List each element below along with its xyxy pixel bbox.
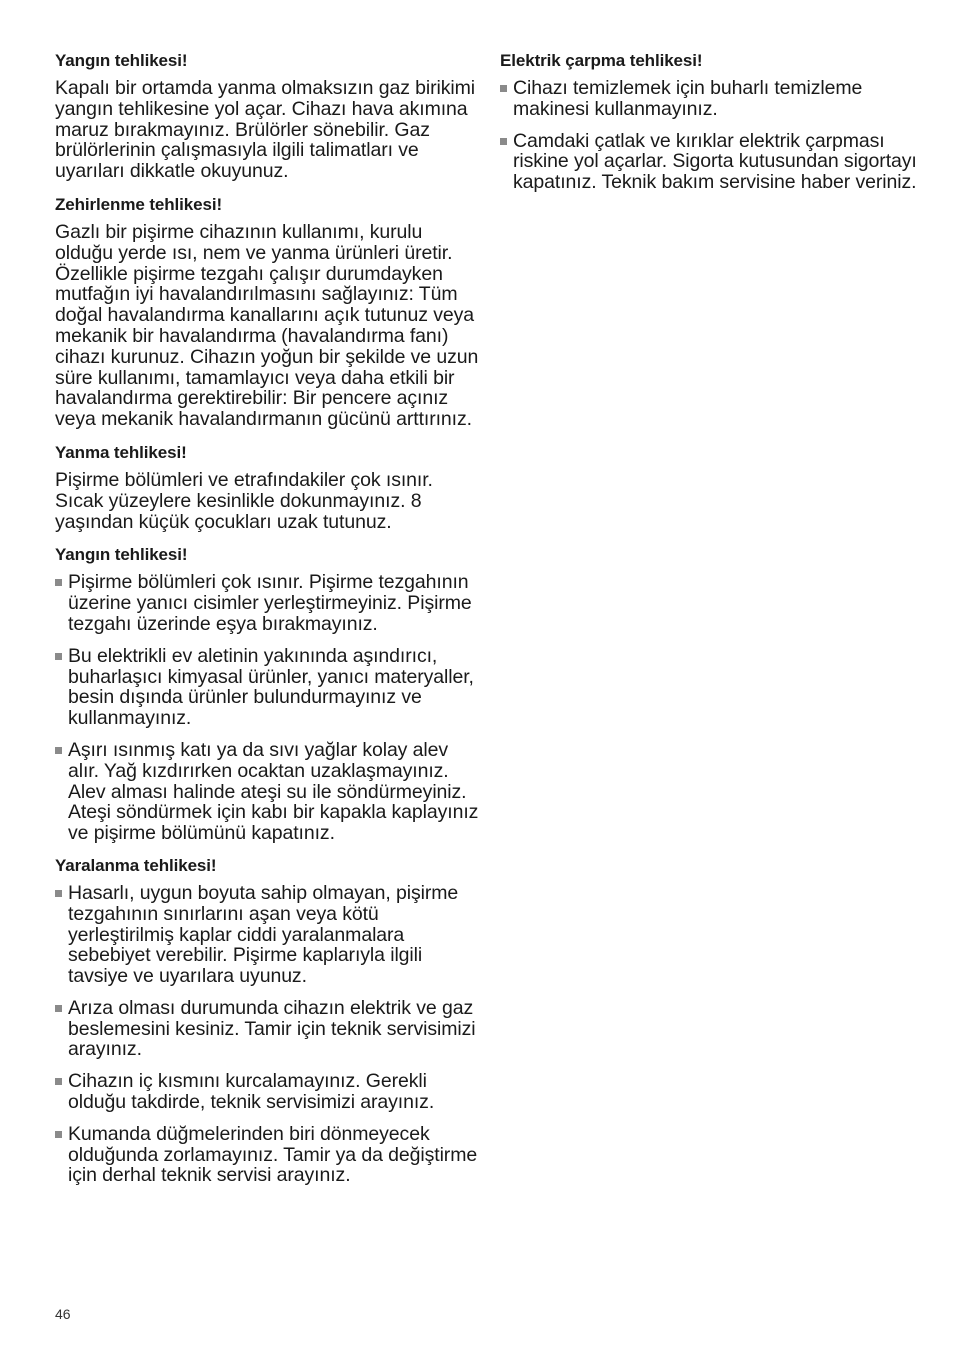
list-item (55, 740, 480, 844)
section-heading: Yaralanma tehlikesi! (55, 855, 217, 875)
section-heading: Yangın tehlikesi! (55, 51, 188, 70)
section-fire-hazard-1 (55, 50, 480, 182)
list-item (55, 998, 480, 1060)
square-bullet-icon (55, 1078, 62, 1085)
section-heading: Yangın tehlikesi! (55, 545, 188, 565)
square-bullet-icon (55, 579, 62, 586)
list-item-text: Pişirme bölümleri çok ısınır. Pişirme tezgahının üzerine yanıcı cisimler yerleştirmeyiniz. Pişirme tezgahı üzerinde eşya bırakmayınız. (68, 571, 472, 635)
section-poisoning-hazard (55, 194, 480, 430)
list-item-text: Cihazı temizlemek için buharlı temizleme makinesi kullanmayınız. (513, 77, 863, 120)
list-item-text: Arıza olması durumunda cihazın elektrik ve gaz beslemesini kesiniz. Tamir için teknik servisimizi arayınız. (68, 996, 476, 1061)
square-bullet-icon (55, 890, 62, 897)
section-heading: Zehirlenme tehlikesi! (55, 194, 223, 214)
square-bullet-icon (55, 747, 62, 754)
list-item (55, 572, 480, 634)
square-bullet-icon (500, 138, 507, 145)
list-item-text: Cihazın iç kısmını kurcalamayınız. Gerekli olduğu takdirde, teknik servisimizi arayınız. (68, 1070, 435, 1114)
section-paragraph: Kapalı bir ortamda yanma olmaksızın gaz birikimi yangın tehlikesine yol açar. Cihazı hava akımına maruz bırakmayınız. Brülörler sönebilir. Gaz brülörlerinin çalışmasıyla ilgili talimatları ve uyarıları dikkatle okuyunuz. (55, 77, 476, 183)
bullet-list (55, 572, 480, 844)
section-electric-shock-hazard (500, 50, 920, 193)
list-item (55, 1124, 480, 1186)
section-paragraph: Gazlı bir pişirme cihazının kullanımı, kurulu olduğu yerde ısı, nem ve yanma ürünleri üretir. Özellikle pişirme tezgahı çalışır durumdayken mutfağın iyi havalandırılmasını sağlayınız: Tüm doğal havalandırma kanallarını açık tutunuz veya mekanik bir havalandırma (havalandırma fanı) cihazı kurunuz. Cihazın yoğun bir şekilde ve uzun süre kullanımı, tamamlayıcı veya daha etkili bir havalandırma gerektirebilir: Bir pencere açınız veya mekanik havalandırmanın gücünü arttırınız. (55, 220, 479, 431)
section-burn-hazard (55, 442, 480, 532)
list-item (55, 883, 480, 987)
list-item-text: Bu elektrikli ev aletinin yakınında aşındırıcı, buharlaşıcı kimyasal ürünler, yanıcı materyaller, besin dışında ürünler bulundurmayınız ve kullanmayınız. (68, 644, 474, 730)
list-item (500, 131, 920, 193)
list-item (500, 78, 920, 120)
square-bullet-icon (55, 1005, 62, 1012)
page-number: 46 (55, 1306, 71, 1322)
square-bullet-icon (55, 653, 62, 660)
list-item (55, 1071, 480, 1113)
section-heading: Elektrik çarpma tehlikesi! (500, 51, 703, 70)
square-bullet-icon (500, 85, 507, 92)
section-fire-hazard-2 (55, 544, 480, 844)
list-item-text: Kumanda düğmelerinden biri dönmeyecek olduğunda zorlamayınız. Tamir ya da değiştirme için derhal teknik servisi arayınız. (68, 1122, 478, 1187)
list-item-text: Camdaki çatlak ve kırıklar elektrik çarpması riskine yol açarlar. Sigorta kutusundan sigortayı kapatınız. Teknik bakım servisine haber veriniz. (513, 129, 917, 194)
list-item-text: Hasarlı, uygun boyuta sahip olmayan, pişirme tezgahının sınırlarını aşan veya kötü yerleştirilmiş kaplar ciddi yaralanmalara sebebiyet verebilir. Pişirme kaplarıyla ilgili tavsiye ve uyarılara uyunuz. (68, 881, 459, 988)
bullet-list (55, 883, 480, 1186)
left-column (55, 50, 480, 1197)
section-paragraph: Pişirme bölümleri ve etrafındakiler çok ısınır. Sıcak yüzeylere kesinlikle dokunmayınız. 8 yaşından küçük çocukları uzak tutunuz. (55, 468, 433, 533)
right-column (500, 50, 920, 204)
list-item-text: Aşırı ısınmış katı ya da sıvı yağlar kolay alev alır. Yağ kızdırırken ocaktan uzaklaşmayınız. Alev alması halinde ateşi su ile söndürmeyiniz. Ateşi söndürmek için kabı bir kapakla kaplayınız ve pişirme bölümünü kapatınız. (68, 738, 479, 845)
square-bullet-icon (55, 1131, 62, 1138)
section-heading: Yanma tehlikesi! (55, 442, 187, 462)
bullet-list (500, 78, 920, 193)
section-injury-hazard (55, 855, 480, 1186)
list-item (55, 646, 480, 729)
